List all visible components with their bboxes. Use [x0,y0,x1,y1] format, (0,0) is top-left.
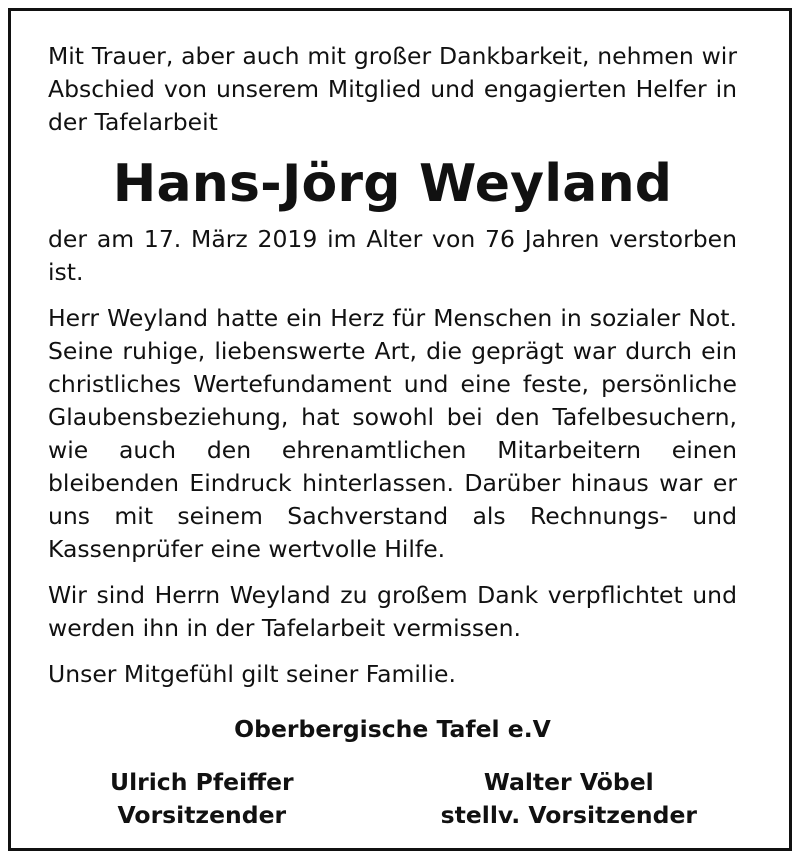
deceased-name: Hans-Jörg Weyland [112,154,673,214]
signer-role: Vorsitzender [117,801,287,829]
signer-role: stellv. Vorsitzender [440,801,697,829]
signer-name: Walter Vöbel [483,768,654,796]
sympathy-text: Unser Mitgefühl gilt seiner Familie. [48,660,456,688]
tribute-text: Herr Weyland hatte ein Herz für Menschen in sozialer Not. Seine ruhige, liebenswerte Art, die geprägt war durch ein christliches Wertefundament und eine feste, persönliche Glaubensbeziehung, hat sowohl bei den Tafelbesuchern, wie auch den ehrenamtlichen Mitarbeitern einen bleibenden Eindruck hinterlassen. Darüber hinaus war er uns mit seinem Sachverstand als Rechnungs- und Kassenprüfer eine wertvolle Hilfe. [48,304,737,563]
signer-name: Ulrich Pfeiffer [110,768,294,796]
signer-deputy-chairman [441,766,697,832]
gratitude-text: Wir sind Herrn Weyland zu großem Dank verpflichtet und werden ihn in der Tafelarbeit vermissen. [48,581,737,642]
obituary-content [48,40,737,832]
signer-chairman [110,766,294,832]
organization-name: Oberbergische Tafel e.V [234,715,551,743]
intro-text: Mit Trauer, aber auch mit großer Dankbarkeit, nehmen wir Abschied von unserem Mitglied und engagierten Helfer in der Tafelarbeit [48,42,737,136]
death-notice-text: der am 17. März 2019 im Alter von 76 Jahren verstorben ist. [48,225,737,286]
signatories [48,766,737,832]
